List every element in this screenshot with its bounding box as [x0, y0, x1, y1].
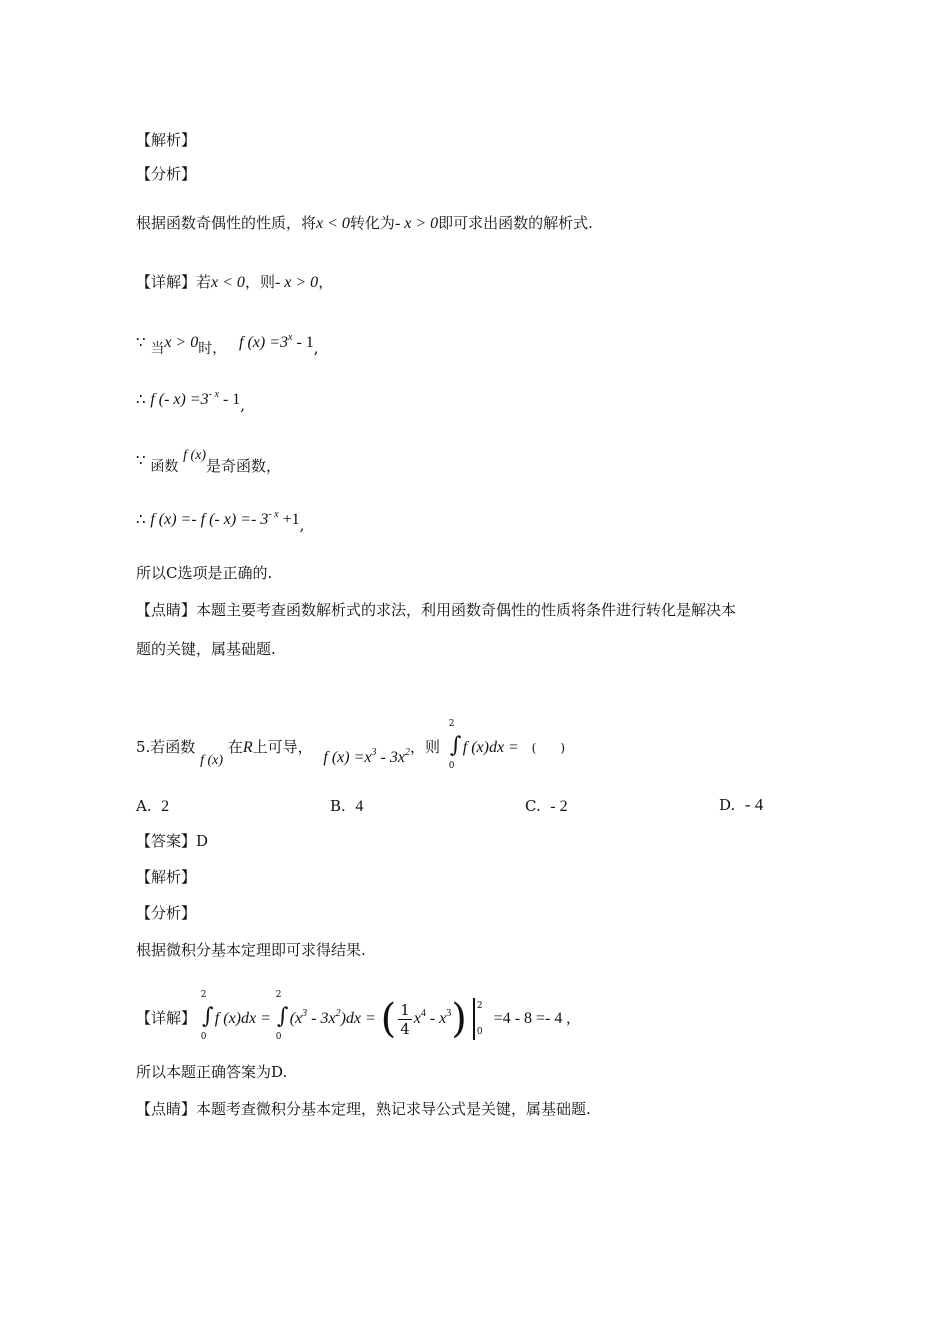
- integral-sign-2: [275, 990, 290, 1042]
- superscript: - x: [208, 389, 219, 400]
- option-label: D.: [719, 796, 736, 814]
- option-d: [719, 795, 763, 815]
- math: x < 0: [316, 215, 350, 232]
- text: 若: [196, 273, 212, 291]
- text: 时，: [198, 341, 227, 357]
- answer-line: 【答案】D: [136, 832, 209, 850]
- fenxi-heading-2: 【分析】: [136, 904, 197, 922]
- math: x < 0: [211, 274, 245, 291]
- lower-limit: 0: [200, 1032, 207, 1042]
- left-paren: (: [380, 996, 397, 1042]
- integrand: [290, 1010, 376, 1027]
- integral-icon: ∫: [202, 1004, 214, 1029]
- question-5-stem: [136, 719, 566, 771]
- part: (x: [289, 1010, 303, 1027]
- fenxi-heading: 【分析】: [136, 165, 197, 183]
- conclusion: 所以C选项是正确的.: [136, 564, 273, 582]
- upper-limit: 2: [275, 990, 282, 1000]
- option-value: - 4: [744, 795, 764, 814]
- because-symbol: ∵: [136, 451, 146, 469]
- option-value: 2: [161, 798, 170, 815]
- integral-icon: ∫: [450, 733, 462, 758]
- superscript: 2: [335, 1008, 341, 1019]
- jiexi-heading-2: 【解析】: [136, 868, 197, 886]
- text: 是奇函数，: [206, 457, 282, 475]
- integral-sign: [200, 990, 215, 1042]
- text: 转化为: [349, 214, 395, 232]
- superscript: 3: [302, 1008, 308, 1019]
- math: f (x): [183, 448, 207, 463]
- conclusion-2: 所以本题正确答案为D.: [136, 1063, 288, 1081]
- option-label: A.: [136, 797, 152, 815]
- superscript: 3: [446, 1008, 452, 1019]
- equation: [323, 749, 410, 766]
- text: ，: [318, 273, 334, 291]
- jiexi-heading: 【解析】: [136, 131, 197, 149]
- denominator: 4: [400, 1019, 410, 1038]
- option-b: [330, 797, 363, 816]
- therefore-line-1: [136, 385, 246, 414]
- eq-part: - 3x: [376, 749, 405, 766]
- fenxi-text-2: 根据微积分基本定理即可求得结果.: [136, 941, 366, 959]
- math: R: [242, 739, 253, 756]
- integral-sign: [448, 719, 463, 771]
- xiangjie-line: [136, 272, 333, 293]
- therefore-symbol: ∴: [136, 390, 146, 408]
- because-line-1: [136, 328, 319, 357]
- because-line-2: [136, 448, 282, 475]
- term: - x: [425, 1010, 447, 1027]
- lower-limit: 0: [448, 761, 455, 771]
- lower-limit: 0: [476, 1027, 483, 1037]
- eq-part: f (x) =x: [323, 749, 372, 766]
- math: f (x): [200, 753, 224, 768]
- integral-body: f (x)dx =: [214, 1010, 271, 1027]
- text: ，则: [244, 273, 275, 291]
- answer-blank: ( ): [531, 741, 566, 755]
- text: 函数: [150, 459, 179, 475]
- option-value: 4: [355, 798, 364, 815]
- text: 根据函数奇偶性的性质，将: [136, 214, 317, 232]
- lower-limit: 0: [275, 1032, 282, 1042]
- integral-icon: ∫: [276, 1004, 289, 1029]
- equation-tail: +1: [278, 511, 300, 528]
- xiangjie-label: 【详解】: [136, 273, 197, 291]
- option-label: C.: [525, 797, 541, 815]
- upper-limit: 2: [476, 1001, 483, 1011]
- upper-limit: 2: [200, 990, 207, 1000]
- superscript: 2: [404, 747, 410, 758]
- result: =4 - 8 =- 4 ,: [493, 1010, 571, 1027]
- fenxi-text: [136, 213, 593, 234]
- part: )dx =: [340, 1010, 376, 1027]
- integral-body: f (x)dx =: [462, 739, 519, 756]
- superscript: 4: [420, 1008, 426, 1019]
- right-paren: ): [451, 996, 467, 1042]
- text: 在: [227, 738, 243, 756]
- option-a: [136, 797, 169, 816]
- equation: f (- x) =3: [150, 391, 209, 408]
- upper-limit: 2: [448, 719, 455, 729]
- dianjing-line-2: 题的关键，属基础题.: [136, 640, 276, 658]
- dianjing-label: 【点睛】: [136, 601, 197, 619]
- equation-tail: - 1: [218, 391, 241, 408]
- text: 即可求出函数的解析式.: [438, 214, 593, 232]
- therefore-symbol: ∴: [136, 510, 146, 528]
- equation: f (x) =- f (- x) =- 3: [150, 511, 269, 528]
- because-symbol: ∵: [136, 333, 146, 351]
- dianjing-line-1: [136, 600, 736, 620]
- superscript: x: [288, 332, 293, 343]
- equation-tail: - 1: [292, 334, 314, 351]
- numerator: 1: [400, 1000, 410, 1019]
- math: - x > 0: [394, 215, 439, 232]
- evaluation-bar: [471, 998, 483, 1040]
- math: x > 0: [164, 334, 199, 351]
- xiangjie-label: 【详解】: [136, 1009, 197, 1027]
- math: - x > 0: [274, 274, 319, 291]
- text: 上可导，: [252, 738, 313, 756]
- option-label: B.: [330, 797, 346, 815]
- question-text: 5.若函数: [136, 738, 196, 756]
- text: 当: [150, 341, 165, 357]
- therefore-line-2: [136, 505, 305, 534]
- option-value: - 2: [550, 798, 568, 815]
- text: 本题主要考查函数解析式的求法，利用函数奇偶性的性质将条件进行转化是解决本: [196, 601, 737, 619]
- fraction: [398, 1001, 412, 1038]
- punct: ,: [299, 516, 305, 534]
- punct: ,: [313, 339, 319, 357]
- punct: ,: [240, 396, 246, 414]
- dianjing-2: 【点睛】本题考查微积分基本定理，熟记求导公式是关键，属基础题.: [136, 1100, 591, 1118]
- option-c: [525, 797, 568, 816]
- xiangjie-calc: [136, 990, 571, 1042]
- term: x: [413, 1010, 421, 1027]
- superscript: - x: [268, 509, 279, 520]
- superscript: 3: [371, 747, 377, 758]
- equation: f (x) =3: [239, 334, 289, 351]
- text: ，则: [409, 738, 440, 756]
- part: - 3x: [307, 1010, 336, 1027]
